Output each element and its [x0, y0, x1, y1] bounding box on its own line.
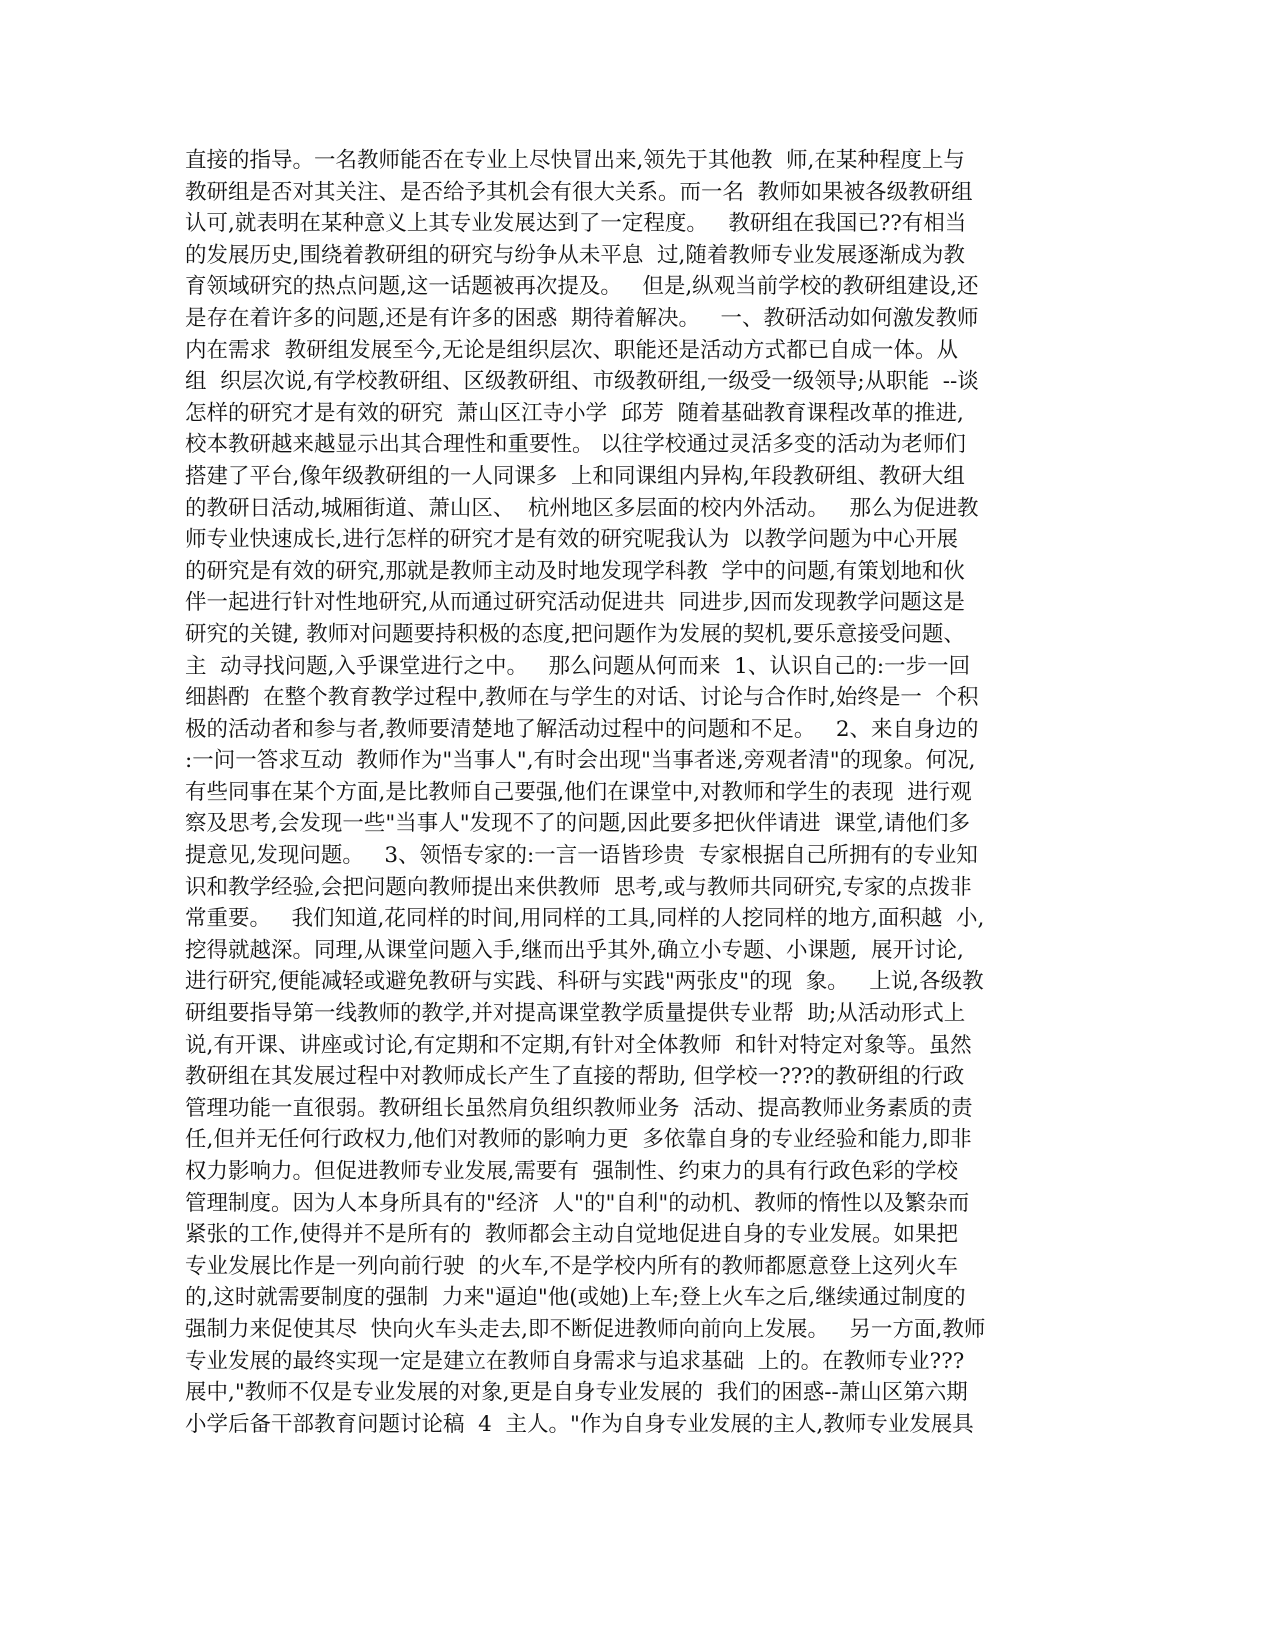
- text-line: 紧张的工作,使得并不是所有的 教师都会主动自觉地促进自身的专业发展。如果把: [185, 1222, 959, 1248]
- text-line: 任,但并无任何行政权力,他们对教师的影响力更 多依靠自身的专业经验和能力,即非: [185, 1127, 972, 1153]
- text-line: 伴一起进行针对性地研究,从而通过研究活动促进共 同进步,因而发现教学问题这是: [185, 590, 965, 616]
- text-line: 小学后备干部教育问题讨论稿 4 主人。"作为自身专业发展的主人,教师专业发展具: [185, 1411, 974, 1437]
- text-line: 识和教学经验,会把问题向教师提出来供教师 思考,或与教师共同研究,专家的点拨非: [185, 874, 972, 900]
- text-line: 进行研究,便能减轻或避免教研与实践、科研与实践"两张皮"的现 象。 上说,各级教: [185, 969, 984, 995]
- text-line: 研究的关键, 教师对问题要持积极的态度,把问题作为发展的契机,要乐意接受问题、: [185, 621, 965, 647]
- text-line: 常重要。 我们知道,花同样的时间,用同样的工具,同样的人挖同样的地方,面积越 小,: [185, 906, 985, 932]
- text-line: 极的活动者和参与者,教师要清楚地了解活动过程中的问题和不足。 2、来自身边的: [185, 716, 979, 742]
- text-line: 育领域研究的热点问题,这一话题被再次提及。 但是,纵观当前学校的教研组建设,还: [185, 274, 979, 300]
- text-line: 专业发展比作是一列向前行驶 的火车,不是学校内所有的教师都愿意登上这列火车: [185, 1253, 959, 1279]
- text-line: 说,有开课、讲座或讨论,有定期和不定期,有针对全体教师 和针对特定对象等。虽然: [185, 1032, 972, 1058]
- text-line: 师专业快速成长,进行怎样的研究才是有效的研究呢我认为 以教学问题为中心开展: [185, 527, 959, 553]
- text-line: :一问一答求互动 教师作为"当事人",有时会出现"当事者迷,旁观者清"的现象。何况,: [185, 748, 976, 774]
- text-line: 权力影响力。但促进教师专业发展,需要有 强制性、约束力的具有行政色彩的学校: [185, 1159, 959, 1184]
- text-line: 直接的指导。一名教师能否在专业上尽快冒出来,领先于其他教 师,在某种程度上与: [185, 148, 965, 173]
- text-line: 研组要指导第一线教师的教学,并对提高课堂教学质量提供专业帮 助;从活动形式上: [185, 1001, 966, 1027]
- text-line: 主 动寻找问题,入乎课堂进行之中。 那么问题从何而来 1、认识自己的:一步一回: [185, 653, 971, 679]
- text-line: 专业发展的最终实现一定是建立在教师自身需求与追求基础 上的。在教师专业???: [185, 1348, 965, 1374]
- text-line: 教研组是否对其关注、是否给予其机会有很大关系。而一名 教师如果被各级教研组: [185, 179, 973, 205]
- text-line: 展中,"教师不仅是专业发展的对象,更是自身专业发展的 我们的困惑--萧山区第六期: [185, 1380, 968, 1406]
- text-line: 挖得就越深。同理,从课堂问题入手,继而出乎其外,确立小专题、小课题, 展开讨论,: [185, 937, 964, 963]
- text-line: 管理功能一直很弱。教研组长虽然肩负组织教师业务 活动、提高教师业务素质的责: [185, 1095, 973, 1121]
- text-line: 细斟酌 在整个教育教学过程中,教师在与学生的对话、讨论与合作时,始终是一 个积: [185, 685, 979, 711]
- text-line: 组 织层次说,有学校教研组、区级教研组、市级教研组,一级受一级领导;从职能 --谈: [185, 369, 979, 395]
- text-line: 的教研日活动,城厢街道、萧山区、 杭州地区多层面的校内外活动。 那么为促进教: [185, 495, 979, 521]
- body-text: [185, 145, 1095, 1440]
- text-line: 搭建了平台,像年级教研组的一人同课多 上和同课组内异构,年段教研组、教研大组: [185, 463, 965, 489]
- text-line: 的研究是有效的研究,那就是教师主动及时地发现学科教 学中的问题,有策划地和伙: [185, 558, 965, 584]
- text-line: 校本教研越来越显示出其合理性和重要性。 以往学校通过灵活多变的活动为老师们: [185, 432, 966, 458]
- text-line: 内在需求 教研组发展至今,无论是组织层次、职能还是活动方式都已自成一体。从: [185, 337, 959, 363]
- text-line: 是存在着许多的问题,还是有许多的困惑 期待着解决。 一、教研活动如何激发教师: [185, 305, 979, 331]
- text-line: 管理制度。因为人本身所具有的"经济 人"的"自利"的动机、教师的惰性以及繁杂而: [185, 1190, 970, 1216]
- text-line: 强制力来促使其尽 快向火车头走去,即不断促进教师向前向上发展。 另一方面,教师: [185, 1316, 986, 1342]
- text-line: 察及思考,会发现一些"当事人"发现不了的问题,因此要多把伙伴请进 课堂,请他们多: [185, 811, 970, 837]
- text-line: 的发展历史,围绕着教研组的研究与纷争从未平息 过,随着教师专业发展逐渐成为教: [185, 242, 965, 268]
- text-line: 提意见,发现问题。 3、领悟专家的:一言一语皆珍贵 专家根据自己所拥有的专业知: [185, 843, 978, 869]
- text-line: 认可,就表明在某种意义上其专业发展达到了一定程度。 教研组在我国已??有相当: [185, 211, 967, 237]
- text-line: 教研组在其发展过程中对教师成长产生了直接的帮助, 但学校一???的教研组的行政: [185, 1064, 965, 1090]
- text-line: 的,这时就需要制度的强制 力来"逼迫"他(或她)上车;登上火车之后,继续通过制度的: [185, 1285, 966, 1311]
- text-line: 有些同事在某个方面,是比教师自己要强,他们在课堂中,对教师和学生的表现 进行观: [185, 779, 972, 805]
- text-line: 怎样的研究才是有效的研究 萧山区江寺小学 邱芳 随着基础教育课程改革的推进,: [185, 400, 964, 426]
